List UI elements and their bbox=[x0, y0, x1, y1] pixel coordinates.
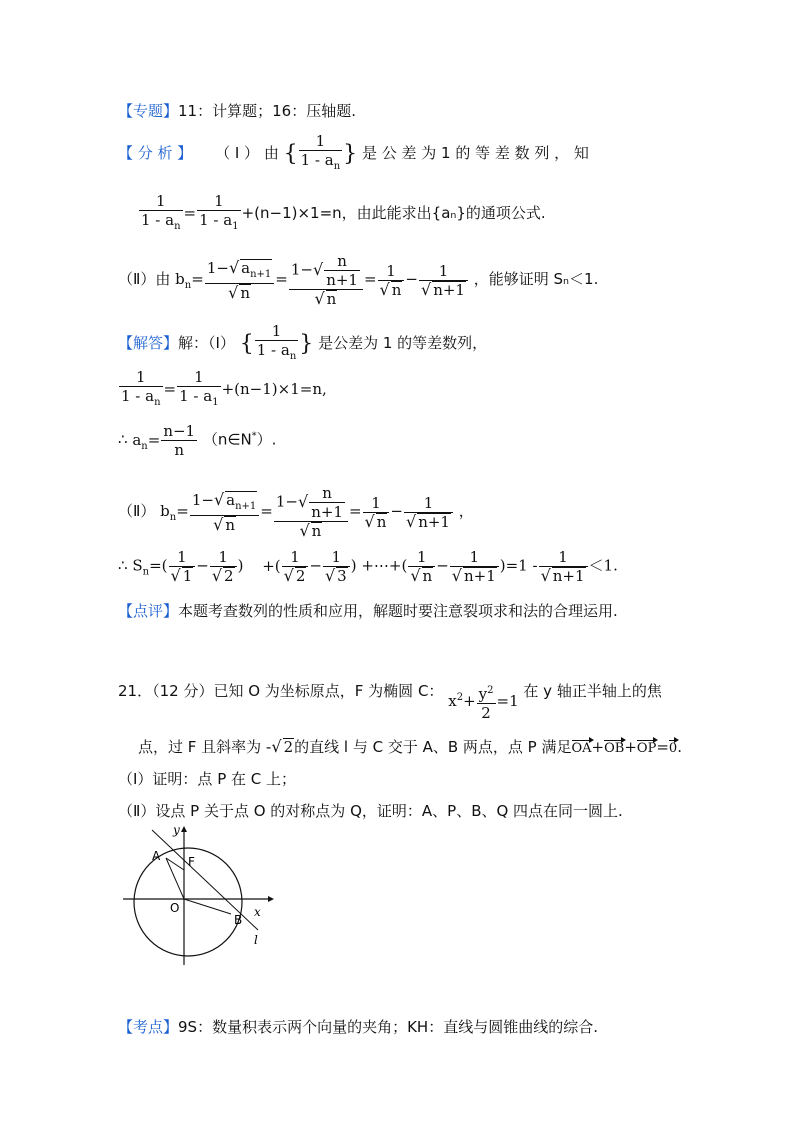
fraction: $\frac{n-1}{n}$ bbox=[163, 422, 196, 459]
problem21-q1: （Ⅰ）证明：点 P 在 C 上； bbox=[118, 770, 297, 788]
topic-line bbox=[118, 100, 356, 121]
analysis-line-1 bbox=[118, 132, 589, 176]
problem21-number: 21．（12 分）已知 O 为坐标原点，F 为椭圆 C： bbox=[118, 682, 444, 700]
kaodian-line bbox=[118, 1016, 598, 1037]
x-axis-arrow-icon bbox=[268, 896, 274, 902]
label-y: y bbox=[173, 823, 180, 837]
label-x: x bbox=[254, 905, 261, 919]
analysis-line-2 bbox=[118, 252, 598, 308]
fraction: $\frac{1-√ a_{n+1}}{√ n}$ bbox=[205, 259, 274, 302]
analysis-part1-tail: 是 公 差 为 1 的 等 差 数 列 ， 知 bbox=[361, 144, 589, 162]
vector-equation: OA+OB+OP=0. bbox=[571, 738, 682, 756]
fraction: $\frac{1}{1 - a_1}$ bbox=[197, 192, 240, 236]
fraction: $\frac{1}{√ n}$ bbox=[363, 494, 390, 531]
analysis-part2-lead: （Ⅱ）由 bbox=[118, 270, 171, 288]
comment-tag: 【点评】 bbox=[118, 602, 179, 620]
comment-line bbox=[118, 600, 618, 621]
analysis-bn-expr: $b_n=$ $\frac{1-√ a_{n+1}}{√ n}$ = 1−√ $\frac{n}{n+1}$ √ n = $\frac{1}{√ n}$ − $\frac{1}{√ n+1}$ bbox=[175, 270, 474, 288]
solution-tag: 【解答】 bbox=[118, 334, 179, 352]
label-A: A bbox=[152, 849, 161, 863]
kaodian-text: 9S：数量积表示两个向量的夹角；KH：直线与圆锥曲线的综合. bbox=[178, 1018, 598, 1036]
fraction: $\frac{1}{1 - a_n}$ bbox=[299, 132, 343, 176]
fraction: 1−√ $\frac{n}{n+1}$ √ n bbox=[274, 484, 348, 540]
solution-line-4: （Ⅱ） $b_n=$ $\frac{1-√ a_{n+1}}{√ n}$ = 1−√ $\frac{n}{n+1}$ √ n = $\frac{1}{√ n}$ − $\frac{1}{√ n+1}$ ， bbox=[118, 484, 474, 540]
problem21-q2: （Ⅱ）设点 P 关于点 O 的对称点为 Q，证明：A、P、B、Q 四点在同一圆上. bbox=[118, 802, 623, 820]
problem21-line-1: 21．（12 分）已知 O 为坐标原点，F 为椭圆 C： $x^2+$ $\frac{y^2}{2}$ =1 在 y 轴正半轴上的焦 bbox=[118, 682, 662, 722]
label-O: O bbox=[170, 901, 180, 915]
analysis-formula-tail: +(n−1)×1=n，由此能求出{aₙ}的通项公式. bbox=[241, 204, 546, 222]
analysis-set-expr: { $\frac{1}{1 - a_n}$ } bbox=[284, 144, 362, 162]
solution-tail: 是公差为 1 的等差数列， bbox=[318, 334, 488, 352]
comment-text: 本题考查数列的性质和应用，解题时要注意裂项求和法的合理运用. bbox=[178, 602, 618, 620]
fraction: $\frac{1}{1 - a_n}$ bbox=[255, 322, 299, 366]
fraction: $\frac{1}{1 - a_1}$ bbox=[177, 368, 220, 412]
solution-lead: 解：（Ⅰ） bbox=[178, 334, 235, 352]
analysis-tag: 【 分 析 】 bbox=[118, 144, 193, 162]
solution-line-5: ∴ $S_n=$( $\frac{1}{√ 1}$ − $\frac{1}{√ 2}$ ) +( $\frac{1}{√ 2}$ − $\frac{1}{√ 3}$ ) +⋯+( $\frac{1}{√ n}$ − $\frac{1}{√ n+1}$ )=1 - $\frac{1}{√ n+1}$ ＜1. bbox=[118, 548, 618, 585]
solution-line-1: 【解答】解：（Ⅰ） { $\frac{1}{1 - a_n}$ } 是公差为 1 的等差数列， bbox=[118, 322, 487, 366]
problem21-line-2: 点，过 F 且斜率为 -√ 2的直线 l 与 C 交于 A、B 两点，点 P 满足OA+OB+OP=0. bbox=[138, 737, 682, 756]
label-l: l bbox=[254, 933, 258, 947]
solution-line-3: ∴ $a_n=$ $\frac{n-1}{n}$ （n∈N*）. bbox=[118, 422, 277, 459]
ellipse-figure bbox=[118, 820, 278, 970]
fraction: 1−√ $\frac{n}{n+1}$ √ n bbox=[289, 252, 363, 308]
label-F: F bbox=[188, 855, 195, 869]
fraction: $\frac{1}{1 - a_n}$ bbox=[119, 368, 163, 412]
fraction: $\frac{1}{√ n+1}$ bbox=[404, 494, 453, 531]
fraction: $\frac{1}{1 - a_n}$ bbox=[139, 192, 183, 236]
fraction: $\frac{1}{√ n}$ bbox=[378, 262, 405, 299]
analysis-part2-tail: ，能够证明 Sₙ＜1. bbox=[473, 270, 599, 288]
ellipse-equation: $x^2+$ $\frac{y^2}{2}$ =1 bbox=[448, 685, 519, 722]
y-axis-arrow-icon bbox=[181, 826, 187, 832]
solution-line-2: $\frac{1}{1 - a_n}$ = $\frac{1}{1 - a_1}$ +(n−1)×1=n, bbox=[118, 368, 327, 412]
label-B: B bbox=[234, 913, 243, 927]
fraction: $\frac{1-√ a_{n+1}}{√ n}$ bbox=[190, 491, 259, 534]
fraction: $\frac{1}{√ n+1}$ bbox=[419, 262, 468, 299]
topic-text: 11：计算题；16：压轴题. bbox=[178, 102, 356, 120]
analysis-part1-lead: （ Ⅰ ） 由 bbox=[215, 144, 279, 162]
segment-OB bbox=[184, 899, 231, 914]
topic-tag: 【专题】 bbox=[118, 102, 179, 120]
analysis-formula-line: $\frac{1}{1 - a_n}$ = $\frac{1}{1 - a_1}$ +(n−1)×1=n，由此能求出{aₙ}的通项公式. bbox=[138, 192, 546, 236]
kaodian-tag: 【考点】 bbox=[118, 1018, 179, 1036]
